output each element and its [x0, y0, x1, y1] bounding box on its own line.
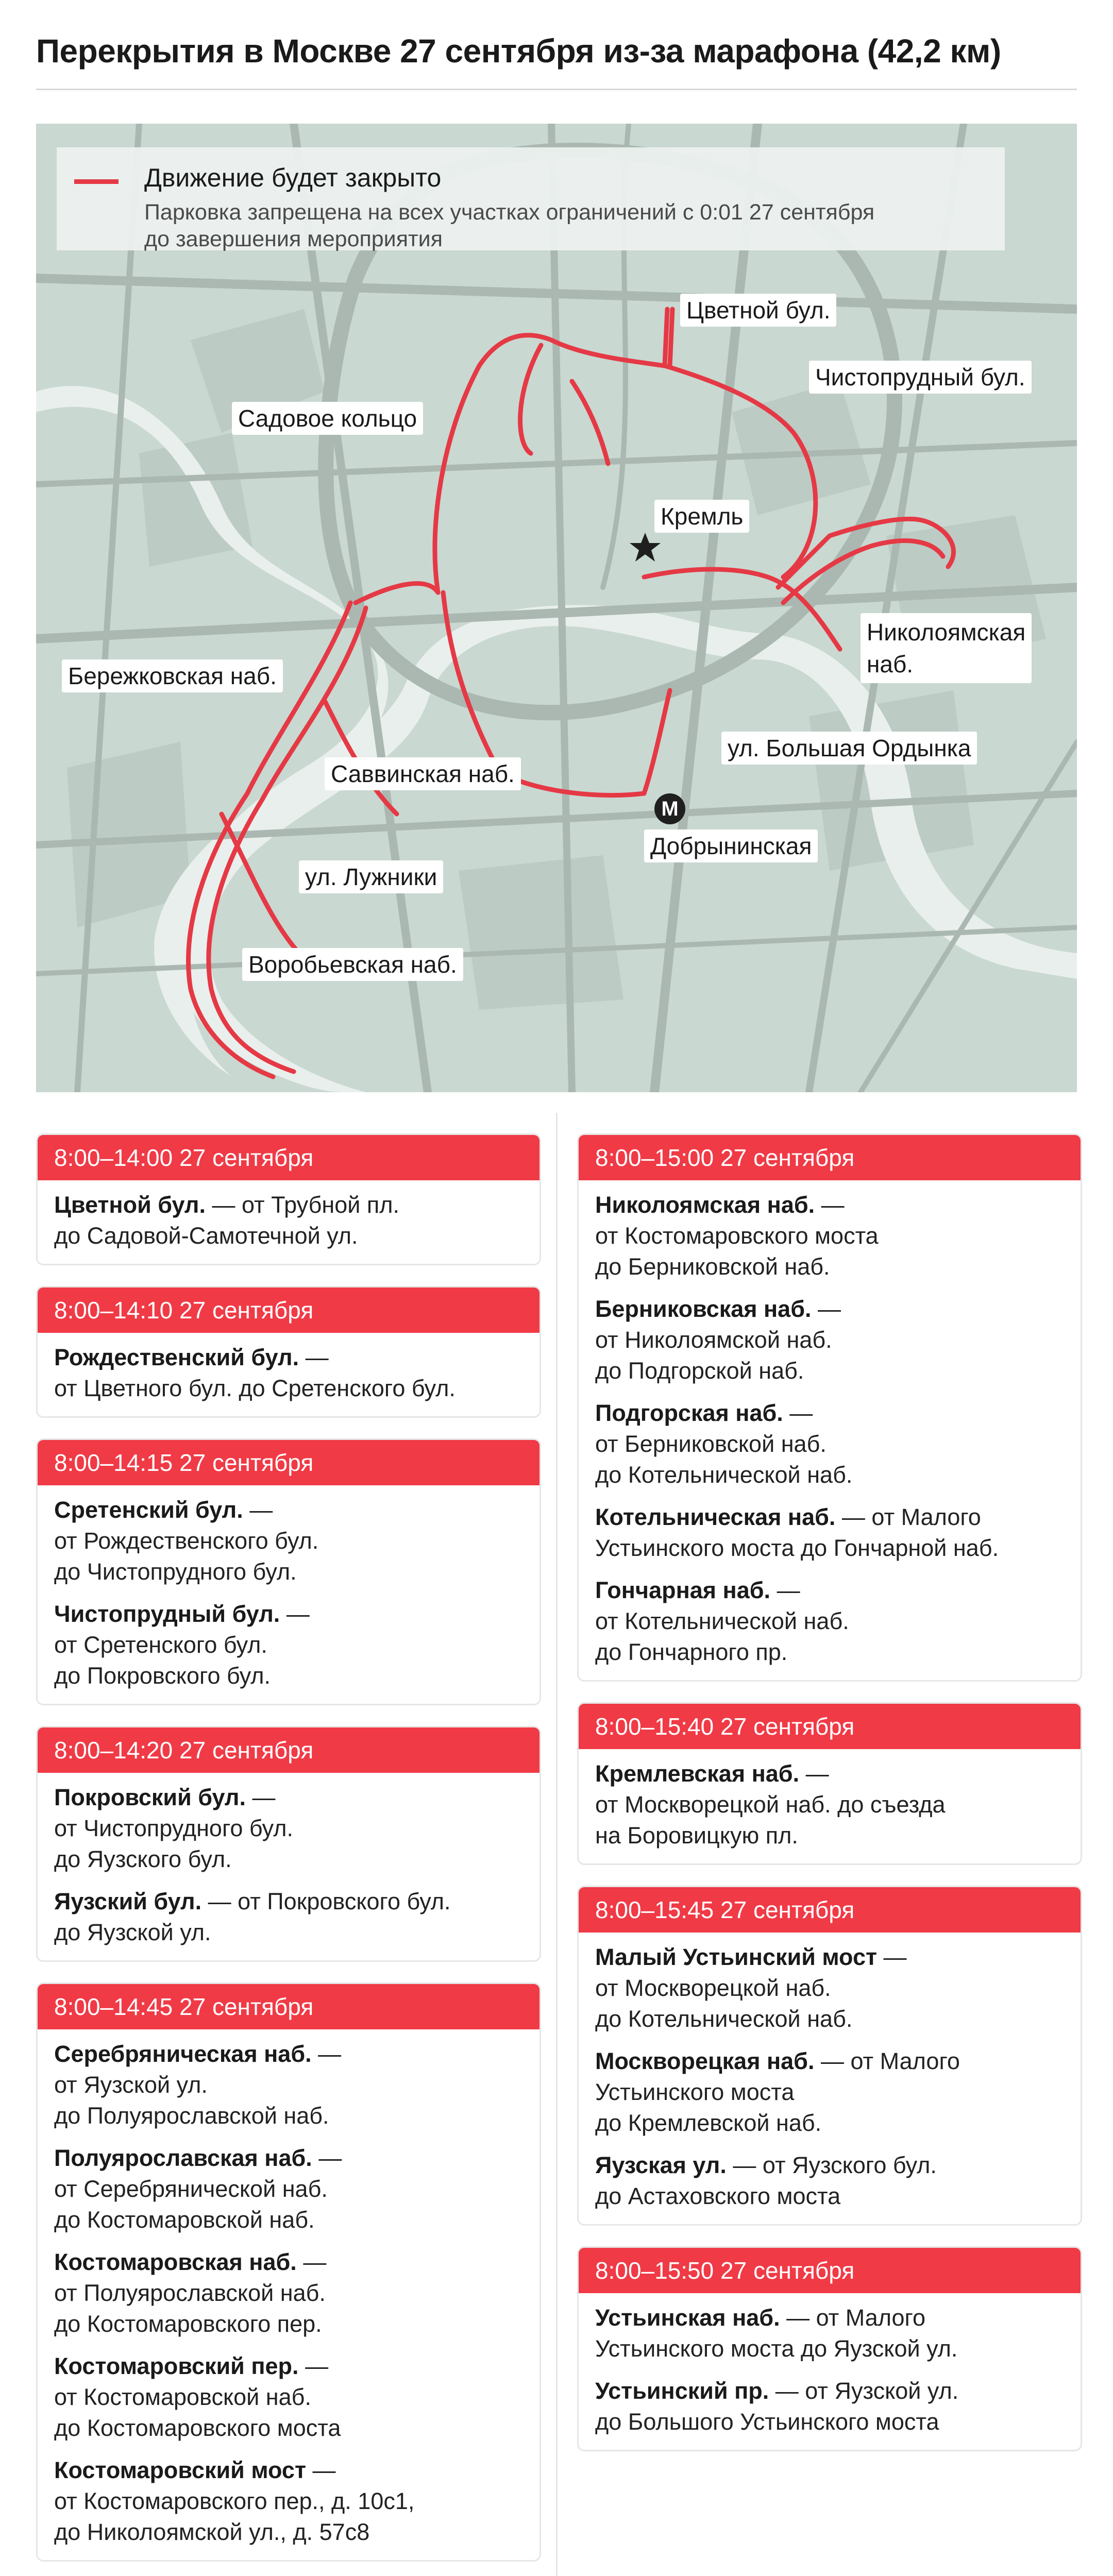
closure-range-text: до Астаховского моста	[595, 2183, 841, 2209]
closure-entry-line	[54, 1886, 523, 1917]
closure-entry-line	[54, 1495, 523, 1526]
label-kreml: Кремль	[654, 500, 749, 533]
street-name: Николоямская наб.	[595, 1192, 815, 1218]
closure-entry-line	[595, 1398, 1064, 1429]
closure-range-text: до Гончарного пр.	[595, 1639, 788, 1665]
closure-entry	[595, 1502, 1064, 1564]
closure-range-text: от Костомаровского пер., д. 10с1,	[54, 2488, 415, 2514]
closure-range-text: —	[305, 1344, 329, 1370]
closure-entry-line	[595, 1190, 1064, 1221]
label-line: Николоямская	[867, 619, 1026, 646]
closure-range-text: —	[318, 2145, 342, 2171]
metro-icon: M	[654, 793, 685, 824]
label-berezhkovskaya: Бережковская наб.	[62, 659, 283, 692]
closure-range-text: от Серебрянической наб.	[54, 2176, 328, 2202]
closure-card	[36, 1438, 541, 1705]
closure-range-text: до Подгорской наб.	[595, 1358, 804, 1384]
closure-range-text: до Берниковской наб.	[595, 1253, 830, 1280]
column-divider	[556, 1113, 558, 2576]
closure-entry	[54, 2039, 523, 2131]
closure-card	[36, 1982, 541, 2562]
street-name: Гончарная наб.	[595, 1577, 771, 1603]
star-icon	[629, 531, 662, 564]
closure-entry-line	[595, 2046, 1064, 2077]
closure-entry	[595, 2376, 1064, 2437]
closure-card	[577, 2246, 1082, 2451]
closure-entry	[54, 1782, 523, 1875]
closure-time-header: 8:00–14:20 27 сентября	[38, 1727, 539, 1773]
closure-range-text: до Котельнической наб.	[595, 2006, 853, 2032]
closure-card-body	[579, 1933, 1081, 2224]
label-chistoprudny: Чистопрудный бул.	[809, 361, 1032, 394]
label-vorobyovskaya: Воробьевская наб.	[242, 948, 463, 981]
label-savvinskaya: Саввинская наб.	[325, 757, 521, 790]
legend-note-line: до завершения мероприятия	[144, 227, 443, 251]
label-ordynka: ул. Большая Ордынка	[721, 732, 977, 765]
closure-entry-line	[54, 2351, 523, 2382]
closure-range-text: от Сретенского бул.	[54, 1632, 267, 1658]
closure-range-text: до Костомаровского моста	[54, 2415, 341, 2441]
route-map[interactable]	[36, 124, 1077, 1092]
label-line: наб.	[867, 651, 914, 677]
street-name: Полуярославская наб.	[54, 2145, 312, 2171]
street-name: Яузская ул.	[595, 2152, 727, 2178]
closure-range-text: от Цветного бул. до Сретенского бул.	[54, 1375, 456, 1401]
closure-range-text: до Чистопрудного бул.	[54, 1558, 297, 1585]
closure-range-text: —	[821, 1192, 845, 1218]
closure-entry-line	[595, 2302, 1064, 2333]
closure-range-text: —	[318, 2041, 342, 2067]
page-title: Перекрытия в Москве 27 сентября из-за марафона (42,2 км)	[36, 32, 1001, 70]
closure-card	[36, 1286, 541, 1418]
closure-entry	[54, 1886, 523, 1948]
closure-entry	[54, 2455, 523, 2548]
closure-entry-line	[595, 1758, 1064, 1789]
closure-entry-line	[54, 2143, 523, 2174]
closure-range-text: до Николоямской ул., д. 57с8	[54, 2519, 370, 2545]
closure-time-header: 8:00–15:40 27 сентября	[579, 1704, 1081, 1749]
closure-range-text: от Чистопрудного бул.	[54, 1815, 293, 1841]
closure-entry	[595, 2302, 1064, 2364]
closure-entry-line	[595, 2150, 1064, 2181]
label-tsvetnoy: Цветной бул.	[680, 294, 836, 327]
closure-range-text: —	[789, 1400, 813, 1426]
closure-entry-line	[54, 2039, 523, 2070]
closure-range-text: —	[249, 1497, 273, 1523]
closure-time-header: 8:00–14:15 27 сентября	[38, 1440, 539, 1485]
label-nikoloyamskaya	[861, 613, 1032, 683]
closure-entry-line	[595, 2376, 1064, 2406]
closure-card-body	[38, 1485, 539, 1704]
closure-card	[36, 1726, 541, 1962]
closure-entry-line	[54, 1342, 523, 1373]
closure-range-text: —	[303, 2249, 327, 2275]
closure-range-text: —	[305, 2353, 329, 2379]
closure-range-text: Устьинского моста	[595, 2079, 795, 2105]
closure-card	[577, 1133, 1082, 1682]
closure-entry-line	[54, 2247, 523, 2278]
label-luzhniki: ул. Лужники	[299, 860, 443, 893]
closure-range-text: от Москворецкой наб. до съезда	[595, 1791, 946, 1818]
closure-entry	[54, 1599, 523, 1691]
closure-entry	[595, 1294, 1064, 1386]
street-name: Кремлевская наб.	[595, 1760, 800, 1787]
closure-entry-line	[595, 1294, 1064, 1325]
street-name: Костомаровский пер.	[54, 2353, 299, 2379]
closure-entry-line	[54, 2455, 523, 2486]
closure-range-text: — от Яузской ул.	[775, 2378, 959, 2404]
closure-range-text: от Москворецкой наб.	[595, 1975, 831, 2001]
closure-entry	[595, 1398, 1064, 1490]
closure-entry	[595, 1190, 1064, 1282]
closure-entry	[595, 1575, 1064, 1668]
street-name: Яузский бул.	[54, 1888, 202, 1914]
street-name: Котельническая наб.	[595, 1504, 836, 1530]
closure-range-text: —	[805, 1760, 829, 1787]
street-name: Устьинская наб.	[595, 2304, 780, 2331]
title-divider	[36, 89, 1077, 90]
street-name: Костомаровская наб.	[54, 2249, 297, 2275]
closure-range-text: Устьинского моста до Гончарной наб.	[595, 1535, 999, 1561]
closure-range-text: —	[883, 1944, 907, 1970]
closure-range-text: до Костомаровской наб.	[54, 2207, 315, 2233]
closure-time-header: 8:00–14:00 27 сентября	[38, 1135, 539, 1180]
closure-range-text: —	[252, 1784, 276, 1810]
street-name: Малый Устьинский мост	[595, 1944, 878, 1970]
closure-range-text: от Рождественского бул.	[54, 1528, 319, 1554]
closure-range-text: на Боровицкую пл.	[595, 1822, 798, 1849]
legend-title: Движение будет закрыто	[144, 163, 442, 192]
closure-range-text: от Костомаровской наб.	[54, 2384, 311, 2410]
street-name: Чистопрудный бул.	[54, 1601, 280, 1627]
closure-card-body	[38, 1773, 539, 1960]
street-name: Серебряническая наб.	[54, 2041, 312, 2067]
closure-entry	[54, 1342, 523, 1404]
street-name: Сретенский бул.	[54, 1497, 243, 1523]
closure-range-text: —	[286, 1601, 310, 1627]
closure-range-text: —	[818, 1296, 841, 1322]
closure-entry	[595, 2150, 1064, 2212]
closure-entry-line	[595, 1575, 1064, 1606]
closure-card-body	[579, 1180, 1081, 1680]
closure-card-body	[579, 1749, 1081, 1863]
map-legend	[57, 147, 1005, 250]
street-name: Подгорская наб.	[595, 1400, 783, 1426]
closure-card-body	[38, 1180, 539, 1264]
legend-note-line: Парковка запрещена на всех участках ограничений с 0:01 27 сентября	[144, 200, 875, 225]
closure-entry-line	[595, 1502, 1064, 1533]
closures-right-column	[577, 1133, 1082, 2472]
street-name: Устьинский пр.	[595, 2378, 769, 2404]
closure-range-text: до Полуярославской наб.	[54, 2103, 329, 2129]
closure-card-body	[579, 2293, 1081, 2450]
closure-range-text: до Яузской ул.	[54, 1919, 211, 1945]
closure-time-header: 8:00–14:45 27 сентября	[38, 1984, 539, 2029]
closure-range-text: от Яузской ул.	[54, 2072, 208, 2098]
closure-entry	[54, 2247, 523, 2340]
closure-time-header: 8:00–15:45 27 сентября	[579, 1887, 1081, 1933]
street-name: Рождественский бул.	[54, 1344, 299, 1370]
closure-entry	[595, 2046, 1064, 2139]
street-name: Москворецкая наб.	[595, 2048, 815, 2074]
closure-range-text: от Котельнической наб.	[595, 1608, 849, 1634]
closure-entry	[54, 2351, 523, 2444]
closure-range-text: от Николоямской наб.	[595, 1327, 832, 1353]
closure-range-text: до Покровского бул.	[54, 1663, 271, 1689]
street-name: Костомаровский мост	[54, 2457, 307, 2483]
street-name: Покровский бул.	[54, 1784, 246, 1810]
closure-range-text: —	[777, 1577, 800, 1603]
closure-time-header: 8:00–14:10 27 сентября	[38, 1287, 539, 1333]
map-canvas	[36, 124, 1077, 1092]
closure-entry-line	[54, 1190, 523, 1221]
closure-range-text: до Садовой-Самотечной ул.	[54, 1223, 358, 1249]
closure-range-text: до Кремлевской наб.	[595, 2110, 822, 2136]
closure-entry	[595, 1758, 1064, 1851]
closure-entry	[595, 1942, 1064, 2035]
closure-card	[577, 1886, 1082, 2226]
closure-range-text: от Костомаровского моста	[595, 1223, 879, 1249]
closure-range-text: — от Малого	[841, 1504, 981, 1530]
closed-road-swatch	[74, 179, 119, 184]
closure-range-text: Устьинского моста до Яузской ул.	[595, 2335, 958, 2362]
closure-entry-line	[595, 1942, 1064, 1973]
closure-range-text: —	[312, 2457, 336, 2483]
closure-range-text: — от Яузского бул.	[733, 2152, 937, 2178]
closure-range-text: от Полуярославской наб.	[54, 2280, 326, 2306]
closure-range-text: до Большого Устьинского моста	[595, 2409, 939, 2435]
label-sadovoe: Садовое кольцо	[232, 402, 423, 435]
closure-card	[36, 1133, 541, 1265]
closure-range-text: — от Малого	[821, 2048, 960, 2074]
closure-range-text: — от Трубной пл.	[212, 1192, 400, 1218]
closure-time-header: 8:00–15:00 27 сентября	[579, 1135, 1081, 1180]
label-dobryninskaya: Добрынинская	[644, 829, 818, 862]
closure-entry-line	[54, 1782, 523, 1813]
legend-note	[144, 199, 1020, 252]
closures-left-column	[36, 1133, 541, 2576]
closure-entry	[54, 2143, 523, 2235]
closure-time-header: 8:00–15:50 27 сентября	[579, 2248, 1081, 2293]
street-name: Цветной бул.	[54, 1192, 206, 1218]
closure-range-text: до Котельнической наб.	[595, 1462, 853, 1488]
closure-range-text: до Яузского бул.	[54, 1846, 232, 1872]
closure-entry	[54, 1190, 523, 1251]
closure-range-text: — от Покровского бул.	[208, 1888, 451, 1914]
closure-range-text: — от Малого	[786, 2304, 926, 2331]
closure-range-text: до Костомаровского пер.	[54, 2311, 322, 2337]
closure-entry	[54, 1495, 523, 1587]
closure-card-body	[38, 1333, 539, 1416]
street-name: Берниковская наб.	[595, 1296, 812, 1322]
closure-entry-line	[54, 1599, 523, 1630]
closure-card-body	[38, 2029, 539, 2560]
closure-card	[577, 1702, 1082, 1865]
closure-range-text: от Берниковской наб.	[595, 1431, 827, 1457]
